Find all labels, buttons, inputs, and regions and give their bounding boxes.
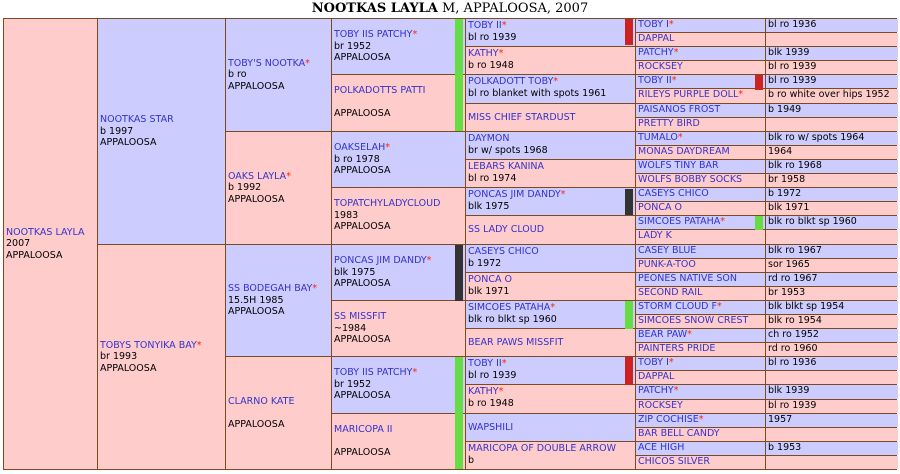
- subject-horse-name-link[interactable]: NOOTKAS LAYLA: [6, 226, 85, 238]
- gen6-ancestor-32: [636, 456, 765, 469]
- color-bar-dark-2: [455, 245, 463, 301]
- gen5-ancestor-1-details: bl ro 1939: [468, 31, 517, 43]
- gen6-ancestor-21-name-star: *: [716, 301, 722, 312]
- gen6-ancestor-24-info: rd ro 1960: [768, 343, 818, 354]
- gen3-ancestor-2-name-link[interactable]: OAKS LAYLA: [228, 170, 287, 182]
- gen3-ancestor-2-breed: APPALOOSA: [228, 193, 285, 205]
- gen6-ancestor-10-info-cell: [766, 146, 898, 159]
- gen6-ancestor-23-name-link[interactable]: BEAR PAW: [638, 329, 688, 340]
- gen6-ancestor-29: [636, 414, 765, 427]
- subject-horse-cell: [4, 19, 97, 469]
- gen5-ancestor-8: [466, 216, 635, 244]
- gen5-ancestor-12-name-link[interactable]: BEAR PAWS MISSFIT: [468, 336, 564, 348]
- gen5-ancestor-2-name-link[interactable]: KATHY: [468, 48, 499, 59]
- gen4-ancestor-3-details: b ro 1978: [334, 153, 380, 165]
- gen5-ancestor-2-details: b ro 1948: [468, 59, 514, 71]
- gen6-ancestor-7-info: b 1949: [768, 104, 802, 115]
- gen3-ancestor-1-breed: APPALOOSA: [228, 80, 285, 92]
- gen6-ancestor-1-info: bl ro 1936: [768, 19, 817, 30]
- gen5-ancestor-10-name-link[interactable]: PONCA O: [468, 274, 512, 285]
- gen6-ancestor-18: [636, 259, 765, 272]
- gen4-ancestor-4: [332, 188, 465, 244]
- gen6-ancestor-27-name-star: *: [673, 385, 679, 396]
- gen6-ancestor-13: [636, 188, 765, 201]
- gen3-ancestor-1-details: b ro: [228, 69, 247, 81]
- gen3-ancestor-3-name-link[interactable]: SS BODEGAH BAY: [228, 283, 313, 295]
- gen6-ancestor-2-name-link[interactable]: DAPPAL: [638, 33, 675, 44]
- gen5-ancestor-6-details: bl ro 1974: [468, 172, 517, 184]
- gen5-ancestor-14-name-link[interactable]: KATHY: [468, 386, 499, 397]
- gen6-ancestor-25-info: bl ro 1936: [768, 357, 817, 368]
- gen3-ancestor-4: [226, 357, 331, 469]
- gen6-ancestor-7: [636, 104, 765, 117]
- gen6-ancestor-6-info-cell: [766, 89, 898, 103]
- gen3-ancestor-4-breed: APPALOOSA: [228, 418, 285, 430]
- gen4-ancestor-5-name-star: *: [426, 255, 432, 266]
- gen6-ancestor-3-info-cell: [766, 47, 898, 60]
- gen6-ancestor-5-name-star: *: [671, 75, 677, 86]
- gen6-ancestor-25-name-star: *: [668, 357, 674, 368]
- gen6-ancestor-15-info-cell: [766, 216, 898, 229]
- pedigree-chart: [3, 18, 897, 470]
- gen5-ancestor-6: [466, 160, 635, 187]
- gen5-ancestor-10-details: blk 1971: [468, 285, 510, 297]
- gen6-ancestor-11-info-cell: [766, 160, 898, 173]
- gen5-ancestor-7: [466, 188, 635, 215]
- footer-strip: [0, 470, 900, 474]
- title-horse-name: NOOTKAS LAYLA: [311, 1, 438, 16]
- gen6-ancestor-17-info: blk ro 1967: [768, 245, 822, 256]
- gen4-ancestor-1-name-star: *: [412, 29, 418, 40]
- gen4-ancestor-7-details: br 1952: [334, 378, 372, 390]
- gen6-ancestor-12-info-cell: [766, 174, 898, 187]
- gen6-ancestor-24-name-link[interactable]: PAINTERS PRIDE: [638, 343, 716, 354]
- gen6-ancestor-31-name-link[interactable]: ACE HIGH: [638, 442, 685, 453]
- gen6-ancestor-1: [636, 19, 765, 32]
- gen3-ancestor-3-breed: APPALOOSA: [228, 306, 285, 318]
- gen5-ancestor-2: [466, 47, 635, 74]
- gen6-ancestor-14-name-link[interactable]: PONCA O: [638, 202, 682, 213]
- gen6-ancestor-6-info: b ro white over hips 1952: [768, 89, 890, 100]
- gen4-ancestor-7-name-link[interactable]: TOBY IIS PATCHY: [334, 367, 413, 378]
- gen6-ancestor-4-info-cell: [766, 61, 898, 74]
- gen5-ancestor-15-name-link[interactable]: WAPSHILI: [468, 421, 514, 433]
- gen5-ancestor-4: [466, 104, 635, 131]
- gen4-ancestor-7: [332, 357, 465, 413]
- gen6-ancestor-25-info-cell: [766, 357, 898, 370]
- gen6-ancestor-12-info: br 1958: [768, 174, 806, 185]
- color-bar-red-3: [625, 357, 633, 385]
- gen6-ancestor-16-info-cell: [766, 230, 898, 244]
- gen3-ancestor-3-name-star: *: [312, 283, 318, 295]
- gen6-ancestor-9-name-link[interactable]: TUMALO: [638, 132, 678, 143]
- gen5-ancestor-14-name-star: *: [498, 386, 504, 397]
- gen6-ancestor-26-name-link[interactable]: DAPPAL: [638, 371, 675, 382]
- gen4-ancestor-6-details: ~1984: [334, 322, 367, 334]
- gen6-ancestor-21-name-link[interactable]: STORM CLOUD F: [638, 301, 717, 312]
- gen6-ancestor-23-info: ch ro 1952: [768, 329, 819, 340]
- gen5-ancestor-13: [466, 357, 635, 384]
- gen5-ancestor-11-name-link[interactable]: SIMCOES PATAHA: [468, 302, 551, 313]
- gen6-ancestor-3-name-link[interactable]: PATCHY: [638, 47, 674, 58]
- gen6-ancestor-17-name-link[interactable]: CASEY BLUE: [638, 245, 697, 256]
- color-bar-dark-1: [625, 189, 633, 215]
- gen6-ancestor-4-name-link[interactable]: ROCKSEY: [638, 61, 683, 72]
- gen6-ancestor-3: [636, 47, 765, 60]
- gen5-ancestor-4-name-link[interactable]: MISS CHIEF STARDUST: [468, 111, 576, 123]
- gen6-ancestor-19-info-cell: [766, 273, 898, 286]
- gen2-ancestor-2-name-link[interactable]: TOBYS TONYIKA BAY: [100, 339, 197, 351]
- gen6-ancestor-5: [636, 75, 765, 88]
- gen6-ancestor-13-info: b 1972: [768, 188, 802, 199]
- gen6-ancestor-27-name-link[interactable]: PATCHY: [638, 385, 674, 396]
- gen6-ancestor-18-info: sor 1965: [768, 259, 810, 270]
- gen4-ancestor-7-breed: APPALOOSA: [334, 390, 391, 401]
- gen6-ancestor-7-info-cell: [766, 104, 898, 117]
- gen5-ancestor-2-name-star: *: [498, 48, 504, 59]
- gen5-ancestor-7-name-star: *: [560, 189, 566, 200]
- gen4-ancestor-1-details: br 1952: [334, 40, 372, 52]
- gen5-ancestor-9-name-link[interactable]: CASEYS CHICO: [468, 246, 539, 257]
- gen6-ancestor-22-info: blk ro 1954: [768, 315, 822, 326]
- gen4-ancestor-7-name-star: *: [412, 367, 418, 378]
- gen6-ancestor-6-name-star: *: [738, 89, 744, 100]
- gen4-ancestor-5-details: blk 1975: [334, 266, 376, 278]
- gen6-ancestor-30-info-cell: [766, 428, 898, 441]
- gen6-ancestor-15: [636, 216, 765, 229]
- gen6-ancestor-18-name-link[interactable]: PUNK-A-TOO: [638, 259, 696, 270]
- gen6-ancestor-1-info-cell: [766, 19, 898, 32]
- gen5-ancestor-7-name-link[interactable]: PONCAS JIM DANDY: [468, 189, 561, 200]
- gen3-ancestor-2-details: b 1992: [228, 182, 262, 194]
- gen5-ancestor-6-name-link[interactable]: LEBARS KANINA: [468, 161, 545, 172]
- gen2-ancestor-2-name-star: *: [196, 339, 202, 351]
- gen6-ancestor-23-info-cell: [766, 329, 898, 342]
- gen6-ancestor-21-info: blk blkt sp 1954: [768, 301, 845, 312]
- gen6-ancestor-28-info-cell: [766, 400, 898, 413]
- gen4-ancestor-6-name-link[interactable]: SS MISSFIT: [334, 311, 387, 322]
- gen4-ancestor-3-name-star: *: [385, 142, 390, 153]
- gen5-ancestor-12: [466, 329, 635, 356]
- gen4-ancestor-6: [332, 301, 465, 356]
- gen6-ancestor-12: [636, 174, 765, 187]
- gen6-ancestor-8-info-cell: [766, 118, 898, 131]
- color-bar-red-2: [755, 75, 763, 90]
- page-title: [0, 0, 900, 18]
- gen5-ancestor-15: [466, 414, 635, 441]
- gen6-ancestor-16-name-link[interactable]: LADY K: [638, 230, 672, 241]
- gen6-ancestor-8: [636, 118, 765, 131]
- gen5-ancestor-16-name-link[interactable]: MARICOPA OF DOUBLE ARROW: [468, 443, 616, 454]
- gen4-ancestor-4-breed: APPALOOSA: [334, 221, 391, 232]
- gen6-ancestor-30: [636, 428, 765, 441]
- gen6-ancestor-19: [636, 273, 765, 286]
- color-bar-green-1: [455, 19, 463, 131]
- gen6-ancestor-14: [636, 202, 765, 215]
- gen5-ancestor-9: [466, 245, 635, 272]
- gen6-ancestor-29-name-star: *: [698, 414, 704, 425]
- gen6-ancestor-29-name-link[interactable]: ZIP COCHISE: [638, 414, 699, 425]
- color-bar-red-1: [625, 19, 633, 45]
- gen6-ancestor-12-name-link[interactable]: WOLFS BOBBY SOCKS: [638, 174, 743, 185]
- gen5-ancestor-5-details: br w/ spots 1968: [468, 144, 548, 156]
- gen5-ancestor-3: [466, 75, 635, 103]
- gen6-ancestor-22-info-cell: [766, 315, 898, 328]
- gen6-ancestor-3-name-star: *: [673, 47, 679, 58]
- gen4-ancestor-3: [332, 132, 465, 187]
- gen6-ancestor-2: [636, 33, 765, 46]
- gen2-ancestor-1-details: b 1997: [100, 125, 134, 137]
- gen5-ancestor-8-name-link[interactable]: SS LADY CLOUD: [468, 224, 545, 236]
- gen6-ancestor-1-name-star: *: [668, 19, 674, 30]
- gen6-ancestor-14-info: blk 1971: [768, 202, 810, 213]
- gen5-ancestor-13-name-link[interactable]: TOBY II: [468, 358, 502, 369]
- gen6-ancestor-27-info: blk 1939: [768, 385, 810, 396]
- gen5-ancestor-10: [466, 273, 635, 300]
- subject-horse-breed: APPALOOSA: [6, 249, 63, 261]
- gen4-ancestor-3-breed: APPALOOSA: [334, 165, 391, 176]
- gen2-ancestor-1-name-link[interactable]: NOOTKAS STAR: [100, 114, 174, 126]
- gen4-ancestor-8-name-link[interactable]: MARICOPA II: [334, 424, 393, 435]
- gen6-ancestor-26: [636, 371, 765, 384]
- gen6-ancestor-20-name-link[interactable]: SECOND RAIL: [638, 287, 703, 298]
- gen6-ancestor-15-name-star: *: [720, 216, 726, 227]
- gen6-ancestor-15-name-link[interactable]: SIMCOES PATAHA: [638, 216, 721, 227]
- gen6-ancestor-2-info-cell: [766, 33, 898, 46]
- gen6-ancestor-11-info: blk ro 1968: [768, 160, 822, 171]
- gen6-ancestor-5-name-link[interactable]: TOBY II: [638, 75, 672, 86]
- gen6-ancestor-28-info: bl ro 1939: [768, 400, 817, 411]
- gen6-ancestor-26-info-cell: [766, 371, 898, 384]
- gen5-ancestor-11-details: blk ro blkt sp 1960: [468, 313, 557, 325]
- gen5-ancestor-16: [466, 442, 635, 469]
- gen4-ancestor-2-breed: APPALOOSA: [334, 108, 391, 119]
- gen3-ancestor-3: [226, 245, 331, 356]
- gen6-ancestor-10-info: 1964: [768, 146, 793, 157]
- gen2-ancestor-1-breed: APPALOOSA: [100, 137, 157, 149]
- gen6-ancestor-31: [636, 442, 765, 455]
- gen6-ancestor-25-name-link[interactable]: TOBY I: [638, 357, 669, 368]
- gen5-ancestor-5-name-link[interactable]: DAYMON: [468, 133, 510, 144]
- gen6-ancestor-28: [636, 400, 765, 413]
- gen5-ancestor-11-name-star: *: [550, 302, 556, 313]
- gen3-ancestor-1-name-link[interactable]: TOBY'S NOOTKA: [228, 57, 306, 69]
- gen5-ancestor-1-name-star: *: [501, 20, 507, 31]
- title-details: M, APPALOOSA, 2007: [437, 1, 589, 16]
- gen4-ancestor-1-breed: APPALOOSA: [334, 52, 391, 63]
- gen6-ancestor-14-info-cell: [766, 202, 898, 215]
- gen6-ancestor-7-name-link[interactable]: PAISANOS FROST: [638, 104, 721, 115]
- gen6-ancestor-27: [636, 385, 765, 399]
- gen6-ancestor-20-info-cell: [766, 287, 898, 300]
- gen6-ancestor-9: [636, 132, 765, 145]
- gen5-ancestor-13-details: bl ro 1939: [468, 369, 517, 381]
- gen6-ancestor-8-name-link[interactable]: PRETTY BIRD: [638, 118, 700, 129]
- gen5-ancestor-16-details: b: [468, 454, 475, 466]
- gen4-ancestor-8: [332, 414, 465, 469]
- gen6-ancestor-17-info-cell: [766, 245, 898, 258]
- gen5-ancestor-7-details: blk 1975: [468, 200, 510, 212]
- gen5-ancestor-11: [466, 301, 635, 328]
- gen4-ancestor-1-name-link[interactable]: TOBY IIS PATCHY: [334, 29, 413, 40]
- gen6-ancestor-27-info-cell: [766, 385, 898, 399]
- gen6-ancestor-24: [636, 343, 765, 356]
- gen6-ancestor-13-name-link[interactable]: CASEYS CHICO: [638, 188, 709, 199]
- gen3-ancestor-3-details: 15.5H 1985: [228, 294, 284, 306]
- gen6-ancestor-6-name-link[interactable]: RILEYS PURPLE DOLL: [638, 89, 739, 100]
- color-bar-green-3: [625, 301, 633, 329]
- gen6-ancestor-19-info: rd ro 1967: [768, 273, 818, 284]
- gen6-ancestor-13-info-cell: [766, 188, 898, 201]
- gen3-ancestor-2-name-star: *: [286, 170, 291, 182]
- gen5-ancestor-3-name-link[interactable]: POLKADOTT TOBY: [468, 76, 554, 87]
- gen6-ancestor-31-info: b 1953: [768, 442, 802, 453]
- gen2-ancestor-2-breed: APPALOOSA: [100, 362, 157, 374]
- gen4-ancestor-4-details: 1983: [334, 209, 359, 221]
- gen6-ancestor-16: [636, 230, 765, 244]
- gen2-ancestor-2-details: br 1993: [100, 351, 138, 363]
- gen6-ancestor-5-info-cell: [766, 75, 898, 88]
- gen5-ancestor-3-details: bl ro blanket with spots 1961: [468, 87, 607, 99]
- gen6-ancestor-4-info: bl ro 1939: [768, 61, 817, 72]
- gen5-ancestor-3-name-star: *: [553, 76, 559, 87]
- gen6-ancestor-15-info: blk ro blkt sp 1960: [768, 216, 857, 227]
- gen4-ancestor-3-name-link[interactable]: OAKSELAH: [334, 142, 386, 153]
- gen4-ancestor-2: [332, 75, 465, 131]
- gen6-ancestor-23: [636, 329, 765, 342]
- gen6-ancestor-9-info-cell: [766, 132, 898, 145]
- gen5-ancestor-9-details: b 1972: [468, 257, 502, 269]
- gen6-ancestor-24-info-cell: [766, 343, 898, 356]
- gen6-ancestor-31-info-cell: [766, 442, 898, 455]
- gen4-ancestor-5-name-link[interactable]: PONCAS JIM DANDY: [334, 255, 427, 266]
- gen2-ancestor-2: [98, 245, 225, 469]
- gen3-ancestor-1: [226, 19, 331, 131]
- gen4-ancestor-8-breed: APPALOOSA: [334, 447, 391, 458]
- gen6-ancestor-4: [636, 61, 765, 74]
- gen6-ancestor-20-info: br 1953: [768, 287, 806, 298]
- gen6-ancestor-10: [636, 146, 765, 159]
- gen5-ancestor-1: [466, 19, 635, 46]
- gen6-ancestor-18-info-cell: [766, 259, 898, 272]
- color-bar-green-4: [455, 357, 463, 469]
- gen6-ancestor-22-name-link[interactable]: SIMCOES SNOW CREST: [638, 315, 749, 326]
- gen6-ancestor-3-info: blk 1939: [768, 47, 810, 58]
- gen6-ancestor-5-info: bl ro 1939: [768, 75, 817, 86]
- gen6-ancestor-20: [636, 287, 765, 300]
- gen6-ancestor-19-name-link[interactable]: PEONES NATIVE SON: [638, 273, 737, 284]
- gen6-ancestor-32-name-link[interactable]: CHICOS SILVER: [638, 456, 710, 467]
- gen4-ancestor-1: [332, 19, 465, 74]
- gen6-ancestor-9-name-star: *: [677, 132, 683, 143]
- gen6-ancestor-21-info-cell: [766, 301, 898, 314]
- gen4-ancestor-2-name-link[interactable]: POLKADOTTS PATTI: [334, 85, 426, 96]
- gen2-ancestor-1: [98, 19, 225, 244]
- gen5-ancestor-14-details: b ro 1948: [468, 397, 514, 409]
- gen6-ancestor-22: [636, 315, 765, 328]
- subject-horse-year: 2007: [6, 238, 31, 250]
- gen4-ancestor-4-name-link[interactable]: TOPATCHYLADYCLOUD: [334, 198, 441, 209]
- gen5-ancestor-5: [466, 132, 635, 159]
- gen6-ancestor-11: [636, 160, 765, 173]
- gen6-ancestor-17: [636, 245, 765, 258]
- gen3-ancestor-2: [226, 132, 331, 244]
- gen6-ancestor-29-info: 1957: [768, 414, 793, 425]
- gen6-ancestor-32-info-cell: [766, 456, 898, 469]
- gen6-ancestor-30-name-link[interactable]: BAR BELL CANDY: [638, 428, 720, 439]
- gen6-ancestor-6: [636, 89, 765, 103]
- gen6-ancestor-21: [636, 301, 765, 314]
- gen5-ancestor-1-name-link[interactable]: TOBY II: [468, 20, 502, 31]
- gen6-ancestor-29-info-cell: [766, 414, 898, 427]
- gen6-ancestor-28-name-link[interactable]: ROCKSEY: [638, 400, 683, 411]
- gen4-ancestor-6-breed: APPALOOSA: [334, 334, 391, 345]
- gen6-ancestor-9-info: blk ro w/ spots 1964: [768, 132, 865, 143]
- gen3-ancestor-1-name-star: *: [305, 57, 310, 69]
- gen5-ancestor-14: [466, 385, 635, 413]
- gen6-ancestor-25: [636, 357, 765, 370]
- gen5-ancestor-13-name-star: *: [501, 358, 507, 369]
- gen6-ancestor-11-name-link[interactable]: WOLFS TINY BAR: [638, 160, 719, 171]
- gen4-ancestor-5: [332, 245, 465, 300]
- gen6-ancestor-10-name-link[interactable]: MONAS DAYDREAM: [638, 146, 730, 157]
- color-bar-green-2: [755, 216, 763, 230]
- gen3-ancestor-4-name-link[interactable]: CLARNO KATE: [228, 395, 295, 407]
- gen6-ancestor-23-name-star: *: [687, 329, 692, 340]
- gen6-ancestor-1-name-link[interactable]: TOBY I: [638, 19, 669, 30]
- gen4-ancestor-5-breed: APPALOOSA: [334, 278, 391, 289]
